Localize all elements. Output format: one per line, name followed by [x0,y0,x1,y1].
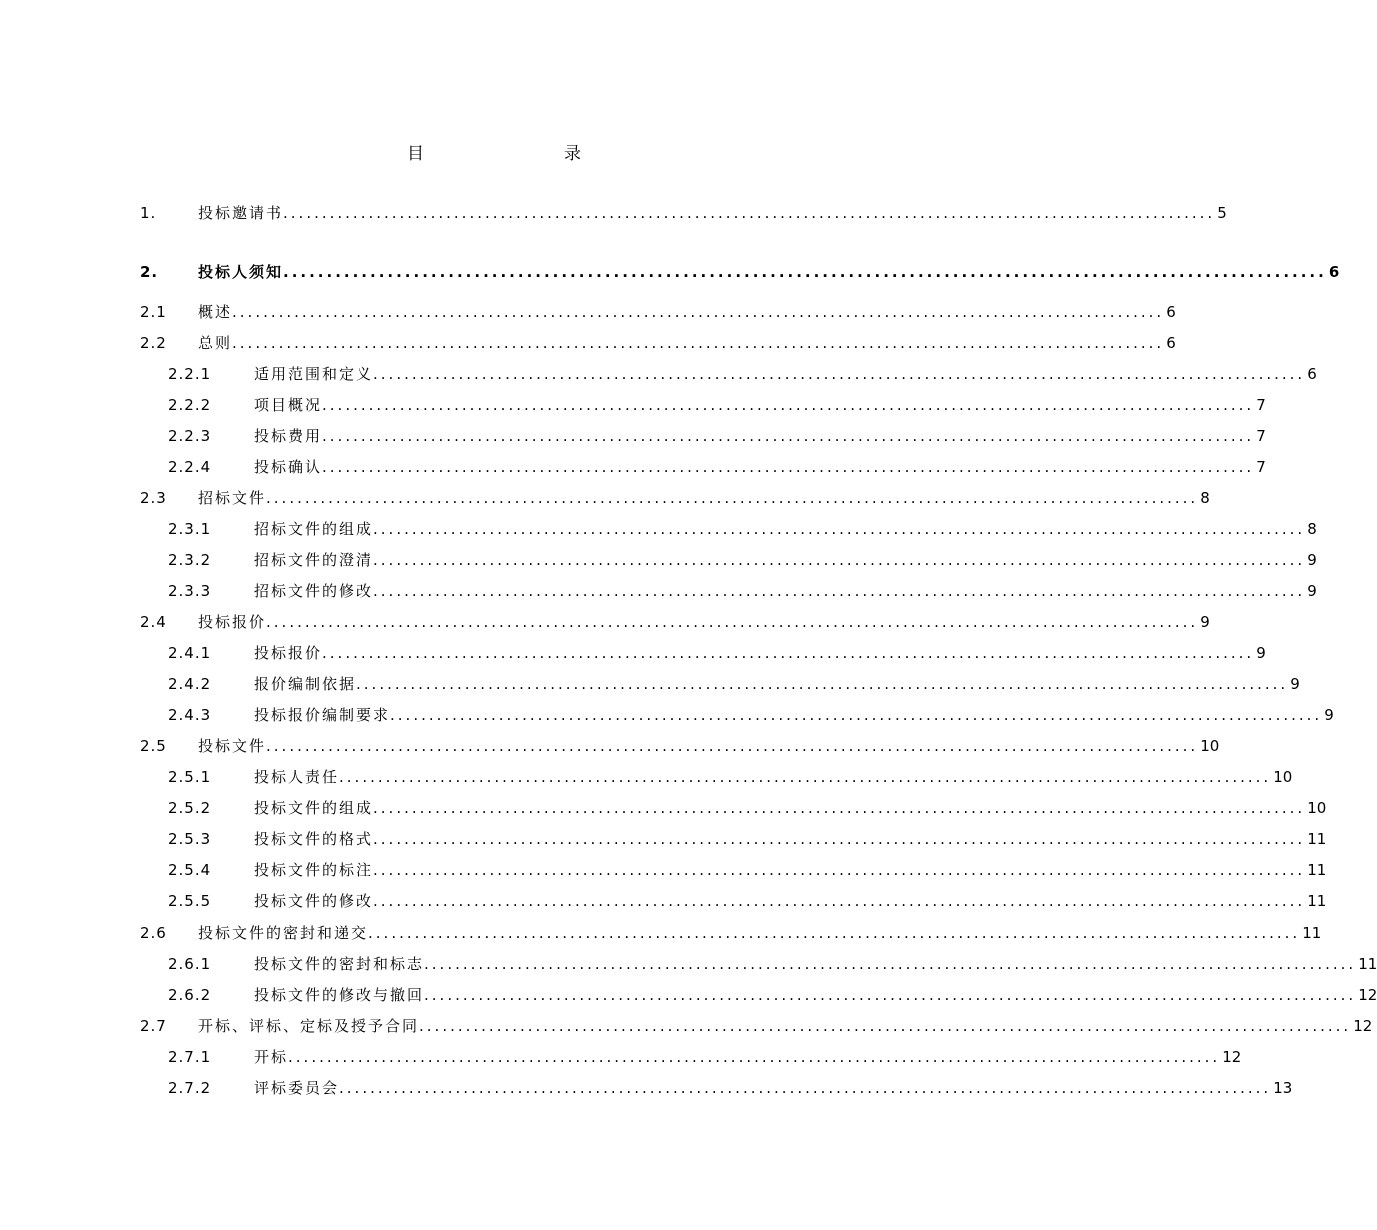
toc-entry-number: 2.2.4 [168,458,212,476]
toc-entry-page: 12 [1222,1048,1242,1066]
toc-entry-label: 总则 [198,334,233,352]
dot-leader: ........................................................................................................................ [322,427,1255,445]
toc-entry-label: 投标报价 [198,613,267,631]
toc-entry-number: 2.3.1 [168,520,212,538]
toc-entry[interactable] [0,953,1377,975]
toc-entry-label: 投标文件的密封和递交 [198,924,369,942]
toc-entry-label: 投标报价 [254,644,323,662]
dot-leader: ........................................................................................................................ [266,613,1199,631]
toc-entry-page: 9 [1200,613,1210,631]
dot-leader: ........................................................................................................................ [424,955,1357,973]
dot-leader: ........................................................................................................................ [322,396,1255,414]
toc-entry-page: 7 [1256,458,1266,476]
toc-entry-page: 12 [1353,1017,1373,1035]
toc-entry-page: 11 [1307,892,1327,910]
toc-title-char-2: 录 [564,144,581,164]
toc-entry[interactable] [0,1077,1293,1099]
toc-entry-number: 2.3.3 [168,582,212,600]
toc-entry-page: 10 [1273,768,1293,786]
toc-entry-label: 投标文件的标注 [254,861,374,879]
dot-leader: ........................................................................................................................ [266,489,1199,507]
toc-entry-label: 投标人须知 [198,263,284,281]
toc-entry[interactable] [0,363,1317,385]
toc-entry-label: 招标文件的澄清 [254,551,374,569]
toc-entry-page: 6 [1166,303,1176,321]
toc-entry[interactable] [0,984,1377,1006]
dot-leader: ........................................................................................................................ [373,551,1306,569]
toc-entry-page: 7 [1256,427,1266,445]
toc-entry[interactable] [0,890,1327,912]
toc-entry[interactable] [0,301,1176,323]
toc-entry[interactable] [0,487,1210,509]
toc-entry[interactable] [0,261,1340,283]
toc-entry-label: 招标文件 [198,489,267,507]
dot-leader: ........................................................................................................................ [283,263,1327,281]
toc-entry[interactable] [0,332,1176,354]
toc-entry-page: 9 [1307,582,1317,600]
dot-leader: ........................................................................................................................ [232,334,1165,352]
toc-entry[interactable] [0,766,1293,788]
toc-entry-page: 11 [1307,861,1327,879]
toc-entry-number: 2.4.1 [168,644,212,662]
dot-leader: ........................................................................................................................ [266,737,1199,755]
toc-entry-page: 6 [1307,365,1317,383]
toc-entry-number: 2.4.2 [168,675,212,693]
toc-entry-label: 适用范围和定义 [254,365,374,383]
toc-entry[interactable] [0,704,1334,726]
toc-entry-number: 2.1 [140,303,167,321]
dot-leader: ........................................................................................................................ [373,861,1306,879]
dot-leader: ........................................................................................................................ [368,924,1301,942]
toc-entry-number: 2.2.2 [168,396,212,414]
toc-entry-label: 招标文件的组成 [254,520,374,538]
toc-entry-page: 8 [1200,489,1210,507]
toc-entry[interactable] [0,1015,1373,1037]
toc-entry-number: 2.2 [140,334,167,352]
toc-entry-label: 投标文件的格式 [254,830,374,848]
toc-entry-label: 开标 [254,1048,289,1066]
dot-leader: ........................................................................................................................ [424,986,1357,1004]
toc-entry-label: 概述 [198,303,233,321]
dot-leader: ........................................................................................................................ [419,1017,1352,1035]
dot-leader: ........................................................................................................................ [373,799,1306,817]
toc-entry[interactable] [0,518,1317,540]
toc-entry-number: 2.5 [140,737,167,755]
toc-entry-label: 投标费用 [254,427,323,445]
toc-entry-page: 9 [1256,644,1266,662]
toc-entry-page: 11 [1302,924,1322,942]
toc-entry-number: 2.7.2 [168,1079,212,1097]
toc-title-char-1: 目 [407,144,424,164]
toc-entry-label: 投标报价编制要求 [254,706,391,724]
dot-leader: ........................................................................................................................ [283,204,1216,222]
toc-entry-number: 2.2.1 [168,365,212,383]
toc-entry-page: 5 [1217,204,1227,222]
toc-entry[interactable] [0,202,1227,224]
dot-leader: ........................................................................................................................ [373,520,1306,538]
dot-leader: ........................................................................................................................ [356,675,1289,693]
dot-leader: ........................................................................................................................ [339,768,1272,786]
toc-entry[interactable] [0,1046,1242,1068]
toc-entry[interactable] [0,394,1266,416]
toc-entry-page: 13 [1273,1079,1293,1097]
toc-entry-label: 投标文件的密封和标志 [254,955,425,973]
toc-entry-number: 2.6 [140,924,167,942]
toc-entry[interactable] [0,797,1327,819]
toc-entry-page: 12 [1358,986,1377,1004]
toc-entry-number: 2.5.3 [168,830,212,848]
toc-entry-page: 11 [1307,830,1327,848]
dot-leader: ........................................................................................................................ [373,582,1306,600]
toc-entry[interactable] [0,828,1327,850]
toc-entry-label: 开标、评标、定标及授予合同 [198,1017,420,1035]
toc-entry-label: 投标确认 [254,458,323,476]
toc-entry[interactable] [0,642,1266,664]
toc-entry[interactable] [0,673,1300,695]
toc-entry-page: 9 [1307,551,1317,569]
toc-entry[interactable] [0,456,1266,478]
toc-entry-label: 投标文件的修改 [254,892,374,910]
toc-entry-page: 10 [1307,799,1327,817]
toc-entry-number: 2.7.1 [168,1048,212,1066]
toc-entry[interactable] [0,425,1266,447]
toc-entry-label: 投标文件的组成 [254,799,374,817]
toc-entry-page: 6 [1166,334,1176,352]
toc-entry-number: 2.3.2 [168,551,212,569]
toc-entry-number: 2.2.3 [168,427,212,445]
toc-entry[interactable] [0,922,1322,944]
toc-entry-label: 投标人责任 [254,768,340,786]
toc-entry-page: 9 [1290,675,1300,693]
toc-entry-number: 2.5.1 [168,768,212,786]
dot-leader: ........................................................................................................................ [232,303,1165,321]
dot-leader: ........................................................................................................................ [322,644,1255,662]
toc-entry-page: 10 [1200,737,1220,755]
toc-entry-label: 投标文件 [198,737,267,755]
dot-leader: ........................................................................................................................ [373,830,1306,848]
toc-entry[interactable] [0,580,1317,602]
toc-entry[interactable] [0,549,1317,571]
dot-leader: ........................................................................................................................ [322,458,1255,476]
toc-entry-page: 9 [1324,706,1334,724]
toc-entry-page: 8 [1307,520,1317,538]
toc-entry-number: 2.5.5 [168,892,212,910]
toc-entry-number: 2.3 [140,489,167,507]
dot-leader: ........................................................................................................................ [288,1048,1221,1066]
toc-entry-number: 2.5.4 [168,861,212,879]
toc-entry-number: 2.7 [140,1017,167,1035]
toc-entry-label: 投标文件的修改与撤回 [254,986,425,1004]
dot-leader: ........................................................................................................................ [373,365,1306,383]
toc-entry-number: 2.6.2 [168,986,212,1004]
toc-entry-label: 投标邀请书 [198,204,284,222]
toc-entry-number: 2. [140,263,159,281]
toc-entry-label: 项目概况 [254,396,323,414]
dot-leader: ........................................................................................................................ [373,892,1306,910]
toc-entry-page: 7 [1256,396,1266,414]
toc-entry[interactable] [0,611,1210,633]
dot-leader: ........................................................................................................................ [339,1079,1272,1097]
toc-title [0,142,950,166]
toc-entry[interactable] [0,859,1327,881]
toc-entry-number: 2.4.3 [168,706,212,724]
toc-entry-label: 评标委员会 [254,1079,340,1097]
toc-entry-number: 1. [140,204,157,222]
toc-entry-label: 报价编制依据 [254,675,357,693]
dot-leader: ........................................................................................................................ [390,706,1323,724]
toc-entry-number: 2.4 [140,613,167,631]
toc-entry[interactable] [0,735,1220,757]
toc-entry-label: 招标文件的修改 [254,582,374,600]
toc-entry-number: 2.6.1 [168,955,212,973]
toc-entry-page: 11 [1358,955,1377,973]
toc-entry-number: 2.5.2 [168,799,212,817]
toc-entry-page: 6 [1328,263,1340,281]
